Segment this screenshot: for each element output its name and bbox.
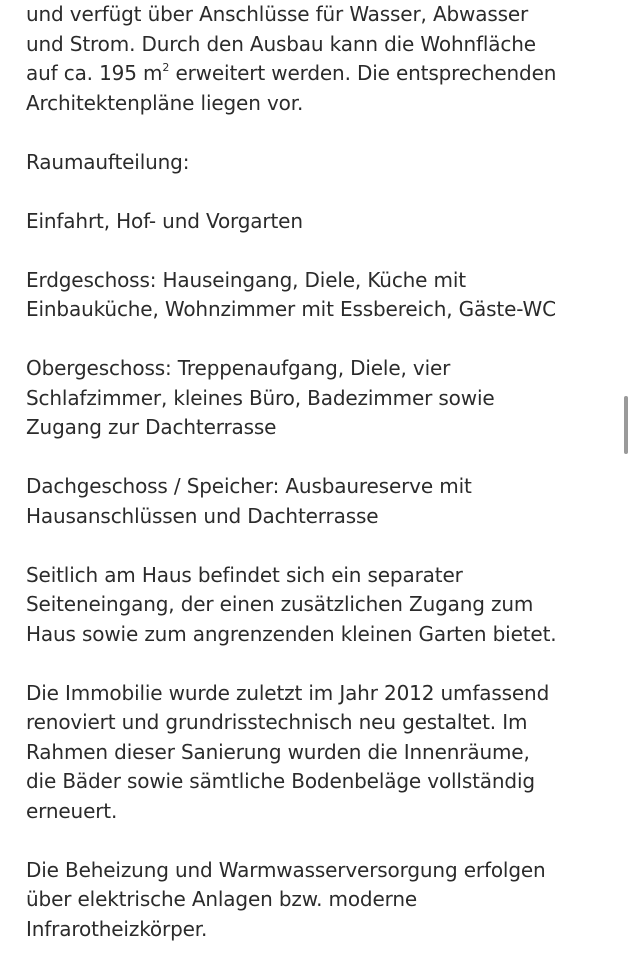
area-unit-superscript: 2 bbox=[162, 61, 170, 75]
paragraph-gap bbox=[26, 531, 606, 561]
description-line: Architektenpläne liegen vor. bbox=[26, 90, 304, 115]
area-text-end: erweitert werden. Die entsprechenden bbox=[169, 61, 557, 85]
description-line: die Bäder sowie sämtliche Bodenbeläge vollständig bbox=[26, 769, 535, 793]
paragraph-gap bbox=[26, 443, 606, 473]
description-line: Obergeschoss: Treppenaufgang, Diele, vier bbox=[26, 356, 451, 380]
description-line: Schlafzimmer, kleines Büro, Badezimmer sowie bbox=[26, 385, 495, 410]
section-heading-room-layout: Raumaufteilung: bbox=[26, 149, 190, 174]
paragraph-gap bbox=[26, 649, 606, 679]
description-line: Haus sowie zum angrenzenden kleinen Garten bietet. bbox=[26, 621, 557, 646]
description-line: Einfahrt, Hof- und Vorgarten bbox=[26, 208, 303, 233]
description-line: Einbauküche, Wohnzimmer mit Essbereich, Gäste-WC bbox=[26, 297, 556, 321]
description-line: Dachgeschoss / Speicher: Ausbaureserve mit bbox=[26, 474, 472, 498]
paragraph-gap bbox=[26, 177, 606, 207]
description-line: Hausanschlüssen und Dachterrasse bbox=[26, 503, 379, 528]
description-line: Erdgeschoss: Hauseingang, Diele, Küche mit bbox=[26, 267, 466, 292]
description-line: Zugang zur Dachterrasse bbox=[26, 415, 277, 439]
paragraph-gap bbox=[26, 118, 606, 148]
area-text-start: auf ca. 195 m bbox=[26, 61, 163, 85]
description-line-area bbox=[26, 59, 606, 89]
paragraph-gap bbox=[26, 325, 606, 355]
paragraph-gap bbox=[26, 236, 606, 266]
description-line: und verfügt über Anschlüsse für Wasser, Abwasser bbox=[26, 2, 529, 26]
description-line: Seitlich am Haus befindet sich ein separater bbox=[26, 562, 463, 587]
paragraph-gap bbox=[26, 826, 606, 856]
description-line: Rahmen dieser Sanierung wurden die Innenräume, bbox=[26, 739, 530, 764]
property-description bbox=[26, 0, 606, 944]
description-line: Die Beheizung und Warmwasserversorgung erfolgen bbox=[26, 857, 546, 882]
vertical-scrollbar-thumb[interactable] bbox=[624, 396, 628, 454]
description-line: renoviert und grundrisstechnisch neu gestaltet. Im bbox=[26, 710, 528, 734]
description-line: Infrarotheizkörper. bbox=[26, 916, 208, 941]
description-line: erneuert. bbox=[26, 798, 118, 823]
description-line: Seiteneingang, der einen zusätzlichen Zugang zum bbox=[26, 592, 534, 616]
description-line: Die Immobilie wurde zuletzt im Jahr 2012 umfassend bbox=[26, 680, 550, 705]
description-line: und Strom. Durch den Ausbau kann die Wohnfläche bbox=[26, 31, 536, 56]
description-line: über elektrische Anlagen bzw. moderne bbox=[26, 887, 418, 911]
